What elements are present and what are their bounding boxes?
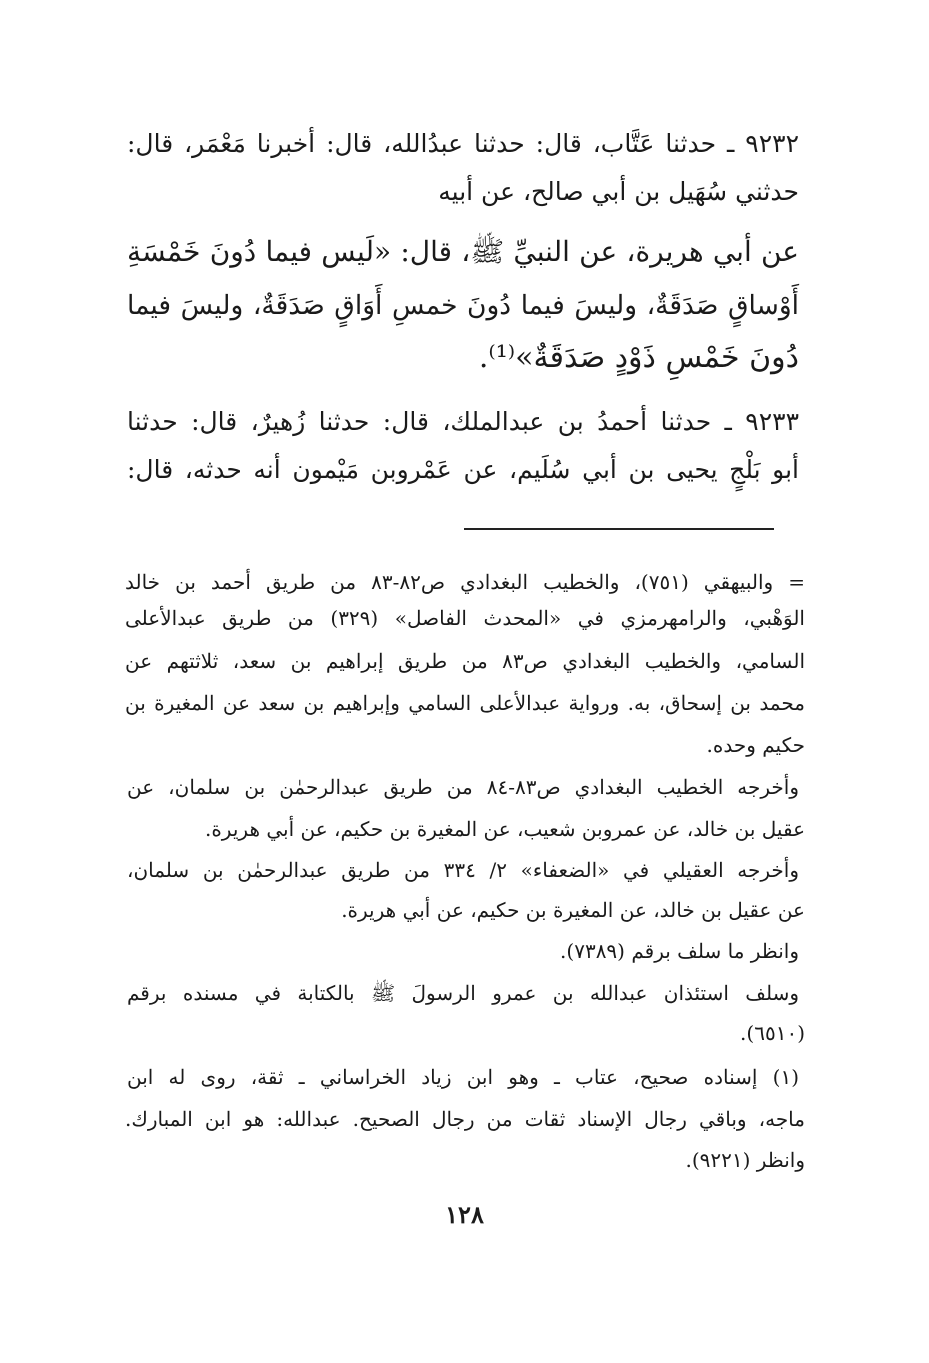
footnote-divider [464,528,774,530]
hadith-9232-matn-line-2: أَوْساقٍ صَدَقَةٌ، وليسَ فيما دُونَ خمسِ أَوَاقٍ صَدَقَةٌ، وليسَ فيما [127,290,799,321]
footnote-1-line-2: ماجه، وباقي رجال الإسناد ثقات من رجال الصحيح. عبدالله: هو ابن المبارك. [125,1107,805,1131]
footnote-1-line-1: (١) إسناده صحيح، عتاب ـ وهو ابن زياد الخراساني ـ ثقة، روى له ابن [127,1065,799,1089]
hadith-9232-matn-line-1: عن أبي هريرة، عن النبيِّ ﷺ، قال: «لَيس فيما دُونَ خَمْسَةِ [127,235,799,268]
footnote-para5-line-2: (٦٥١٠). [740,1021,805,1045]
footnote-para3-line-2: عن عقيل بن خالد، عن المغيرة بن حكيم، عن أبي هريرة. [341,898,805,922]
footnote-continued-line-5: حكيم وحده. [706,733,805,757]
footnote-continued-line-3: السامي، والخطيب البغدادي ص٨٣ من طريق إبراهيم بن سعد، ثلاثتهم عن [125,649,805,673]
hadith-9232-isnad-line-2: حدثني سُهَيل بن أبي صالح، عن أبيه [438,177,799,206]
hadith-9232-isnad-line-1: ٩٢٣٢ ـ حدثنا عَتَّاب، قال: حدثنا عبدُالله، قال: أخبرنا مَعْمَر، قال: [127,129,799,158]
footnote-continued-line-1: = والبيهقي (٧٥١)، والخطيب البغدادي ص٨٢-٨٣ من طريق أحمد بن خالد [125,570,805,594]
footnote-continued-line-4: محمد بن إسحاق، به. ورواية عبدالأعلى السامي وإبراهيم بن سعد عن المغيرة بن [125,691,805,715]
footnote-para3-line-1: وأخرجه العقيلي في «الضعفاء» ٢/ ٣٣٤ من طريق عبدالرحمٰن بن سلمان، [127,858,799,882]
footnote-para5-line-1: وسلف استئذان عبدالله بن عمرو الرسولَ ﷺ بالكتابة في مسنده برقم [127,981,799,1005]
hadith-9233-isnad-line-2: أبو بَلْجٍ يحيى بن أبي سُلَيم، عن عَمْروبن مَيْمون أنه حدثه، قال: [127,455,799,484]
hadith-9233-isnad-line-1: ٩٢٣٣ ـ حدثنا أحمدُ بن عبدالملك، قال: حدثنا زُهيرٌ، قال: حدثنا [127,407,799,436]
hadith-9232-matn-line-3: دُونَ خَمْسِ ذَوْدٍ صَدَقَةٌ»⁽¹⁾. [478,340,799,375]
footnote-1-line-3: وانظر (٩٢٢١). [685,1148,805,1172]
footnote-continued-line-2: الوَهْبي، والرامهرمزي في «المحدث الفاصل» (٣٢٩) من طريق عبدالأعلى [125,606,805,630]
footnote-para2-line-2: عقيل بن خالد، عن عمروبن شعيب، عن المغيرة بن حكيم، عن أبي هريرة. [204,817,805,841]
footnote-para4: وانظر ما سلف برقم (٧٣٨٩). [560,939,799,963]
footnote-para2-line-1: وأخرجه الخطيب البغدادي ص٨٣-٨٤ من طريق عبدالرحمٰن بن سلمان، عن [127,775,799,799]
page-number: ١٢٨ [445,1200,484,1229]
